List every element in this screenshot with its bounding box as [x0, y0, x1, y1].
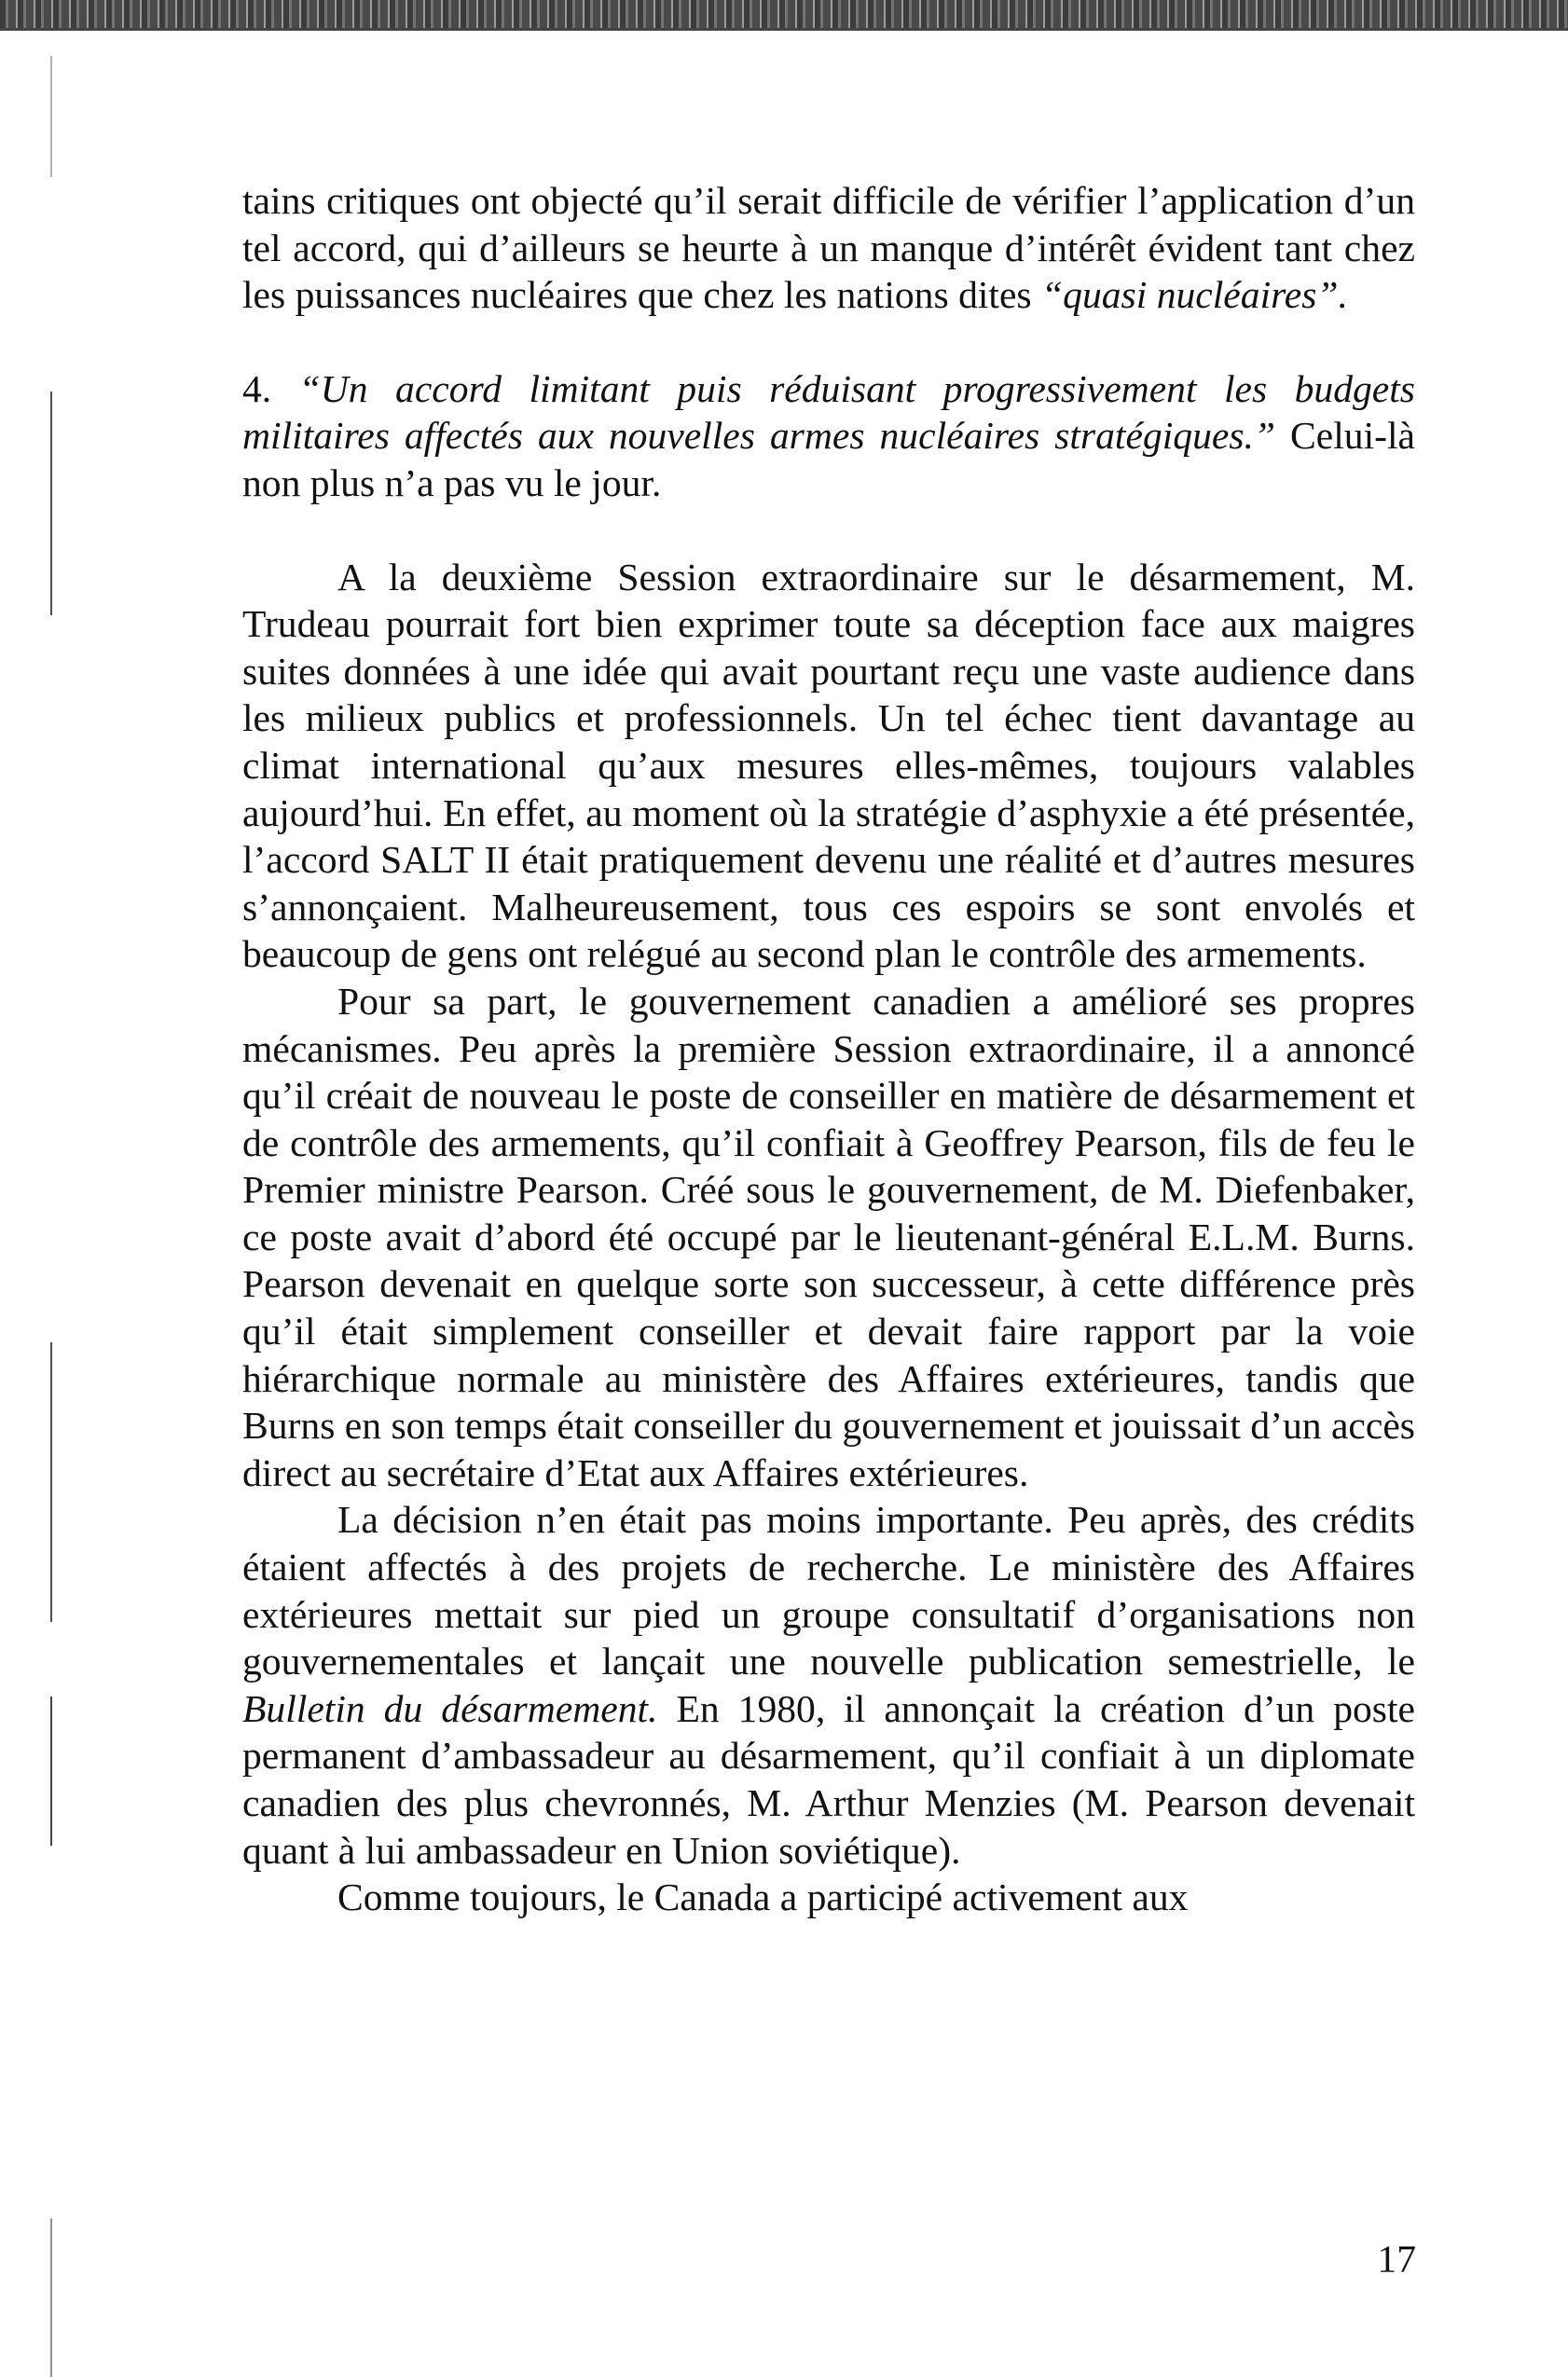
paragraph [242, 554, 1415, 978]
margin-mark [50, 56, 52, 177]
page-number: 17 [1377, 2237, 1416, 2280]
text-segment: En 1980, il annonçait la création d’un poste permanent d’ambassadeur au désarmement, qu’il confiait à un diplomate canadien des plus chevronnés, M. Arthur Menzies (M. Pearson devenait quant à lui ambassadeur en Union soviétique). [242, 1686, 1415, 1872]
paragraph [242, 177, 1415, 319]
paragraph [242, 1874, 1415, 1921]
item-number: 4. [242, 366, 299, 410]
numbered-item-4 [242, 365, 1415, 507]
paragraph [242, 1496, 1415, 1874]
margin-mark [50, 1697, 52, 1846]
margin-mark [50, 392, 52, 615]
text-segment: La décision n’en était pas moins importante. Peu après, des crédits étaient affectés à des projets de recherche. Le ministère des Affaires extérieures mettait sur pied un groupe consultatif d’organisations non gouvernementales et lançait une nouvelle publication semestrielle, le [242, 1498, 1415, 1683]
paragraph [242, 978, 1415, 1497]
italic-text-segment: Bulletin du désarmement. [242, 1686, 658, 1730]
scan-top-edge [0, 0, 1568, 28]
text-segment: A la deuxième Session extraordinaire sur le désarmement, M. Trudeau pourrait fort bien exprimer toute sa déception face aux maigres suites données à une idée qui avait pourtant reçu une vaste audience dans les milieux publics et professionnels. Un tel échec tient davantage au climat international qu’aux mesures elles-mêmes, toujours valables aujourd’hui. En effet, au moment où la stratégie d’asphyxie a été présentée, l’accord SALT II était pratiquement devenu une réalité et d’autres mesures s’annonçaient. Malheureusement, tous ces espoirs se sont envolés et beaucoup de gens ont relégué au second plan le contrôle des armements. [242, 555, 1415, 976]
text-segment: tains critiques ont objecté qu’il serait difficile de vérifier l’application d’un tel accord, qui d’ailleurs se heurte à un manque d’intérêt évident tant chez les puissances nucléaires que chez les nations dites [242, 179, 1415, 317]
margin-mark [50, 1342, 52, 1622]
italic-text-segment: “quasi nucléaires”. [1041, 273, 1348, 317]
text-segment: Celui-là non plus n’a pas vu le jour. [242, 414, 1415, 504]
page-body [242, 177, 1415, 1921]
text-segment: Comme toujours, le Canada a participé activement aux [337, 1875, 1189, 1919]
italic-text-segment: “Un accord limitant puis réduisant progressivement les budgets militaires affectés aux nouvelles armes nucléaires stratégiques.” [242, 366, 1415, 458]
text-segment: Pour sa part, le gouvernement canadien a amélioré ses propres mécanismes. Peu après la première Session extraordinaire, il a annoncé qu’il créait de nouveau le poste de conseiller en matière de désarmement et de contrôle des armements, qu’il confiait à Geoffrey Pearson, fils de feu le Premier ministre Pearson. Créé sous le gouvernement, de M. Diefenbaker, ce poste avait d’abord été occupé par le lieutenant-général E.L.M. Burns. Pearson devenait en quelque sorte son successeur, à cette différence près qu’il était simplement conseiller et devait faire rapport par la voie hiérarchique normale au ministère des Affaires extérieures, tandis que Burns en son temps était conseiller du gouvernement et jouissait d’un accès direct au secrétaire d’Etat aux Affaires extérieures. [242, 979, 1415, 1494]
margin-mark [50, 2219, 52, 2377]
scan-top-line [0, 28, 1568, 31]
